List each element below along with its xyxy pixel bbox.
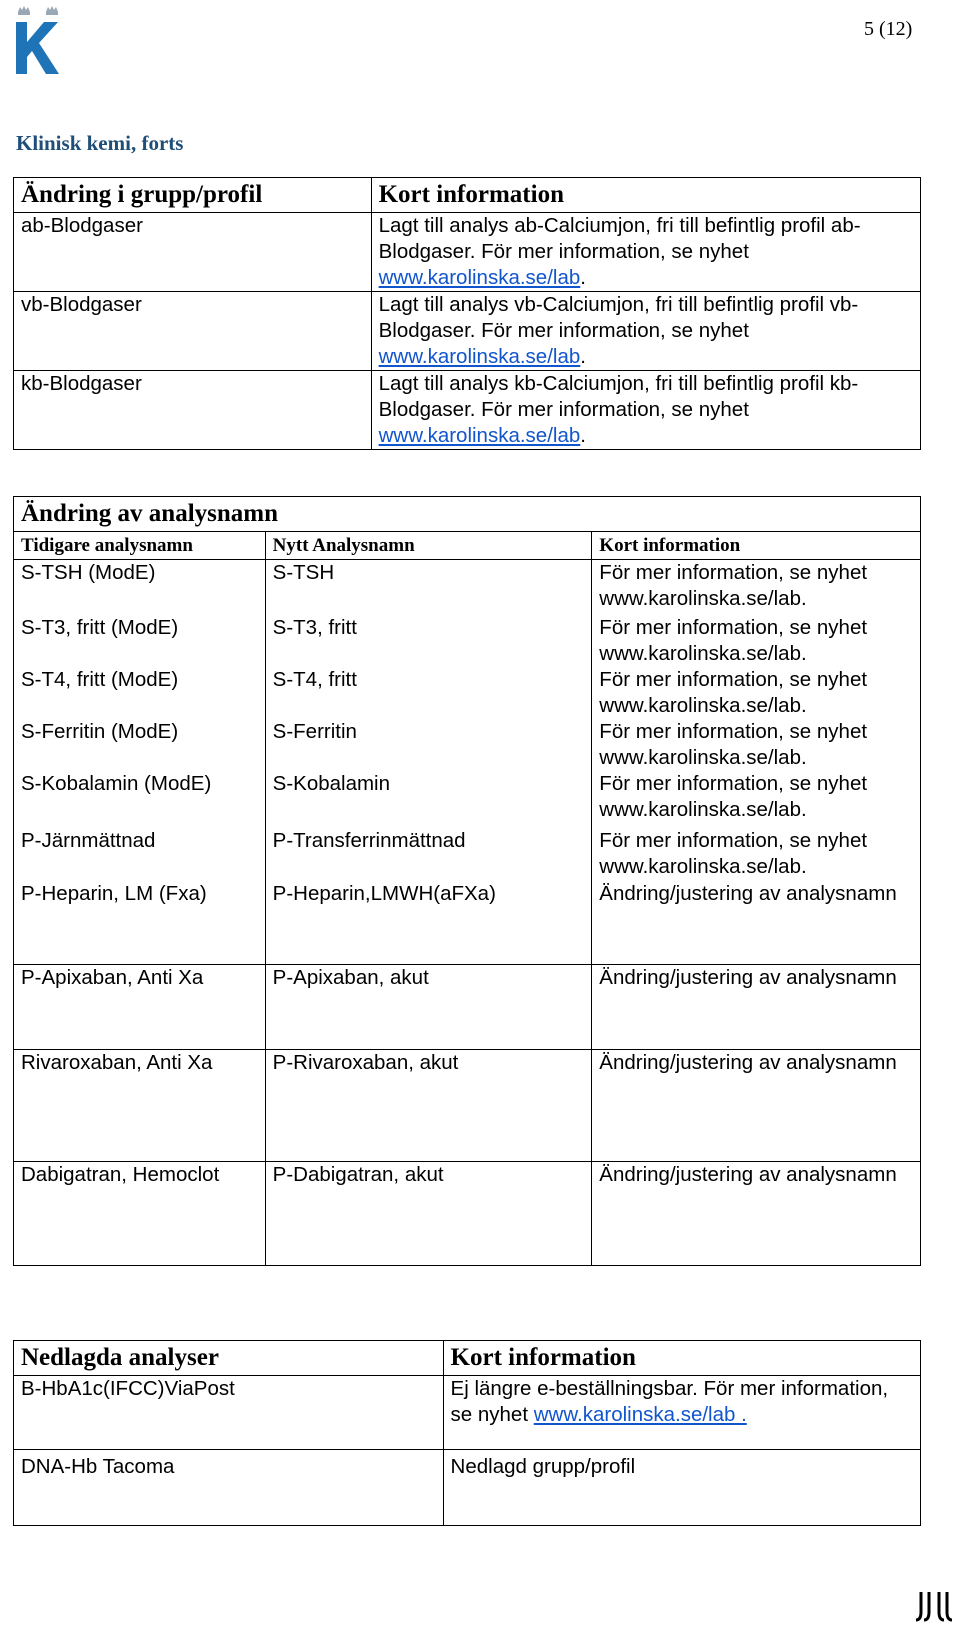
name-change-title: Ändring av analysnamn [14, 497, 921, 532]
new-name: P-Rivaroxaban, akut [265, 1050, 592, 1162]
page-number: 5 (12) [864, 18, 913, 40]
info-text: Lagt till analys kb-Calciumjon, fri till befintlig profil kb-Blodgaser. För mer information, se nyhet [378, 372, 859, 421]
karolinska-footer-mark-icon [915, 1590, 955, 1622]
table-row [14, 213, 921, 292]
new-name: S-TSH [265, 560, 592, 615]
table-row [14, 1450, 921, 1526]
new-name-col-header: Nytt Analysnamn [265, 532, 592, 560]
change-info: Ändring/justering av analysnamn [592, 881, 921, 965]
lab-link[interactable]: www.karolinska.se/lab . [533, 1403, 747, 1426]
discontinued-info [443, 1376, 920, 1450]
table-row [14, 824, 921, 881]
section-title: Klinisk kemi, forts [16, 131, 184, 155]
table-row [14, 1162, 921, 1266]
change-info: För mer information, se nyhet www.karolinska.se/lab. [592, 771, 921, 824]
info-col-header: Kort information [443, 1341, 920, 1376]
group-info [371, 213, 920, 292]
table-row [14, 881, 921, 965]
change-info: För mer information, se nyhet www.karolinska.se/lab. [592, 560, 921, 615]
change-info: Ändring/justering av analysnamn [592, 1162, 921, 1266]
discontinued-name: B-HbA1c(IFCC)ViaPost [14, 1376, 444, 1450]
old-name: S-TSH (ModE) [14, 560, 266, 615]
table-row [14, 615, 921, 667]
table-row [14, 771, 921, 824]
new-name: P-Heparin,LMWH(aFXa) [265, 881, 592, 965]
table-row [14, 292, 921, 371]
discontinued-table [13, 1340, 921, 1526]
change-info: För mer information, se nyhet www.karolinska.se/lab. [592, 719, 921, 771]
discontinued-name: DNA-Hb Tacoma [14, 1450, 444, 1526]
table-row [14, 667, 921, 719]
info-suffix: . [580, 424, 586, 447]
old-name: S-T3, fritt (ModE) [14, 615, 266, 667]
old-name: S-Ferritin (ModE) [14, 719, 266, 771]
change-info: Ändring/justering av analysnamn [592, 965, 921, 1050]
new-name: P-Dabigatran, akut [265, 1162, 592, 1266]
old-name: S-Kobalamin (ModE) [14, 771, 266, 824]
old-name: Dabigatran, Hemoclot [14, 1162, 266, 1266]
group-name: kb-Blodgaser [14, 371, 372, 450]
name-change-table [13, 496, 921, 1266]
discontinued-info: Nedlagd grupp/profil [443, 1450, 920, 1526]
karolinska-logo [14, 4, 64, 76]
lab-link[interactable]: www.karolinska.se/lab [378, 345, 581, 368]
group-name: vb-Blodgaser [14, 292, 372, 371]
info-suffix: . [580, 266, 586, 289]
new-name: P-Transferrinmättnad [265, 824, 592, 881]
table-row [14, 1376, 921, 1450]
table-row [14, 560, 921, 615]
new-name: S-Kobalamin [265, 771, 592, 824]
lab-link[interactable]: www.karolinska.se/lab [378, 424, 581, 447]
old-name: S-T4, fritt (ModE) [14, 667, 266, 719]
new-name: S-Ferritin [265, 719, 592, 771]
info-suffix: . [580, 345, 586, 368]
group-col-header: Ändring i grupp/profil [14, 178, 372, 213]
table-row [14, 371, 921, 450]
new-name: S-T4, fritt [265, 667, 592, 719]
new-name: S-T3, fritt [265, 615, 592, 667]
group-name: ab-Blodgaser [14, 213, 372, 292]
info-text: Lagt till analys ab-Calciumjon, fri till befintlig profil ab-Blodgaser. För mer information, se nyhet [378, 214, 861, 263]
table-row [14, 1050, 921, 1162]
lab-link[interactable]: www.karolinska.se/lab [378, 266, 581, 289]
change-info: För mer information, se nyhet www.karolinska.se/lab. [592, 615, 921, 667]
info-col-header: Kort information [371, 178, 920, 213]
old-name: P-Apixaban, Anti Xa [14, 965, 266, 1050]
table-row [14, 965, 921, 1050]
change-info: För mer information, se nyhet www.karolinska.se/lab. [592, 667, 921, 719]
old-name: Rivaroxaban, Anti Xa [14, 1050, 266, 1162]
change-info: Ändring/justering av analysnamn [592, 1050, 921, 1162]
info-col-header: Kort information [592, 532, 921, 560]
info-text: Ej längre e-beställningsbar. För mer information, se nyhet [450, 1377, 889, 1426]
old-name: P-Heparin, LM (Fxa) [14, 881, 266, 965]
change-info: För mer information, se nyhet www.karolinska.se/lab. [592, 824, 921, 881]
discontinued-col-header: Nedlagda analyser [14, 1341, 444, 1376]
new-name: P-Apixaban, akut [265, 965, 592, 1050]
info-text: Lagt till analys vb-Calciumjon, fri till befintlig profil vb-Blodgaser. För mer information, se nyhet [378, 293, 859, 342]
group-change-table [13, 177, 921, 450]
table-row [14, 719, 921, 771]
group-info [371, 371, 920, 450]
old-name: P-Järnmättnad [14, 824, 266, 881]
old-name-col-header: Tidigare analysnamn [14, 532, 266, 560]
group-info [371, 292, 920, 371]
